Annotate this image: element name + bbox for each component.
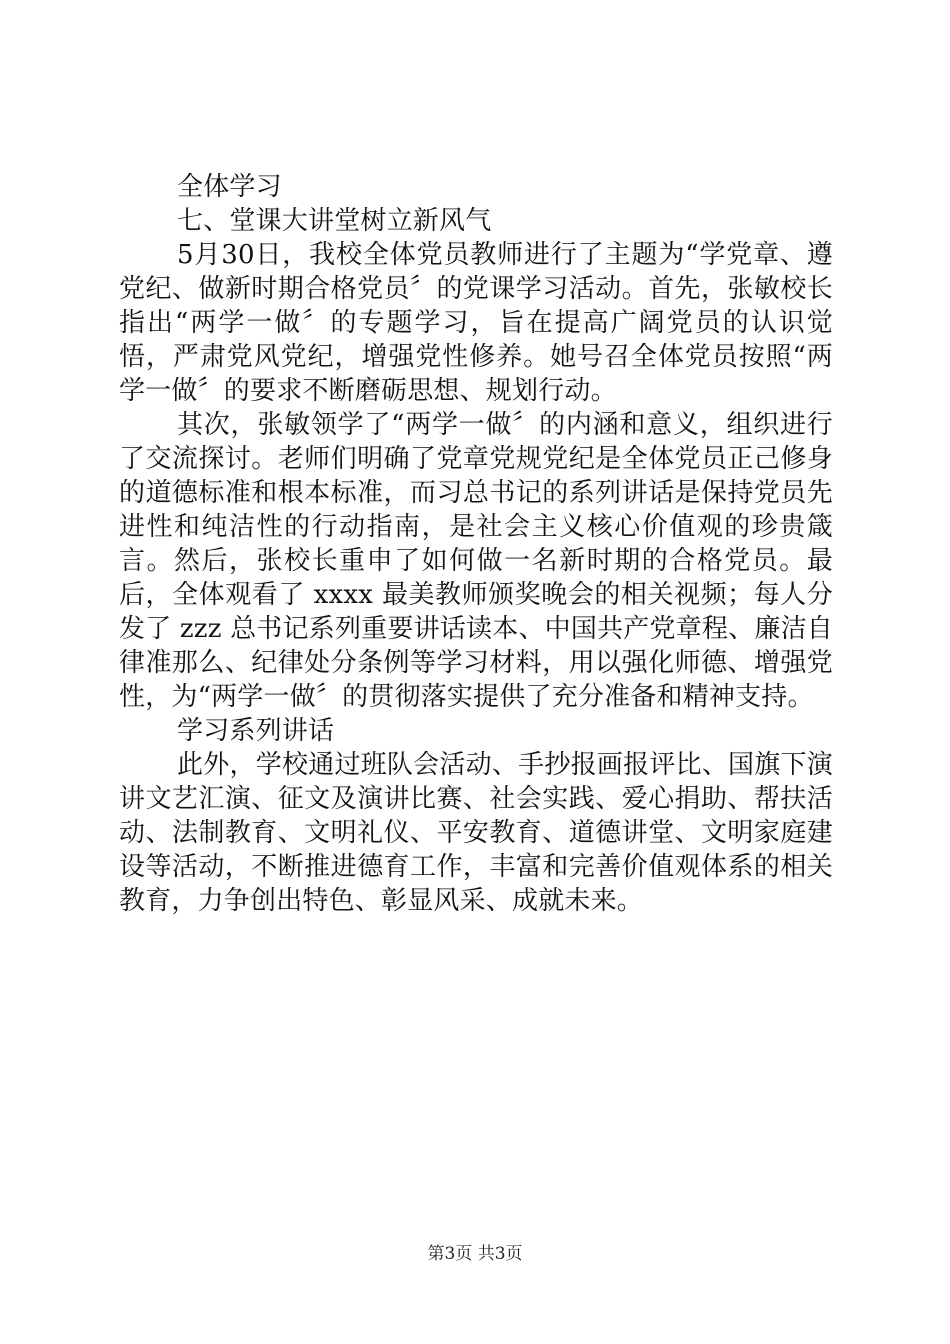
heading-section-seven: 七、堂课大讲堂树立新风气 xyxy=(177,206,492,236)
paragraph-moral-education: 此外，学校通过班队会活动、手抄报画报评比、国旗下演讲文艺汇演、征文及演讲比赛、社会实践、爱心捐助、帮扶活动、法制教育、文明礼仪、平安教育、道德讲堂、文明家庭建设等活动，不断推进德育工作，丰富和完善价值观体系的相关教育，力争创出特色、彰显风采、成就未来。 xyxy=(119,750,833,916)
heading-study-speeches: 学习系列讲话 xyxy=(177,716,335,746)
paragraph-party-lesson: 5月30日，我校全体党员教师进行了主题为“学党章、遵党纪、做新时期合格党员〞的党课学习活动。首先，张敏校长指出“两学一做〞的专题学习，旨在提高广阔党员的认识觉悟，严肃党风党纪，增强党性修养。她号召全体党员按照“两学一做〞的要求不断磨砺思想、规划行动。 xyxy=(119,240,833,406)
page-footer: 第3页 共3页 xyxy=(427,1244,523,1264)
document-body xyxy=(119,170,833,918)
heading-full-study: 全体学习 xyxy=(177,172,282,202)
paragraph-discussion: 其次，张敏领学了“两学一做〞的内涵和意义，组织进行了交流探讨。老师们明确了党章党规党纪是全体党员正己修身的道德标准和根本标准，而习总书记的系列讲话是保持党员先进性和纯洁性的行动指南，是社会主义核心价值观的珍贵箴言。然后，张校长重申了如何做一名新时期的合格党员。最后，全体观看了 xxxx 最美教师颁奖晚会的相关视频；每人分发了 zzz 总书记系列重要讲话读本、中国共产党章程、廉洁自律准那么、纪律处分条例等学习材料，用以强化师德、增强党性，为“两学一做〞的贯彻落实提供了充分准备和精神支持。 xyxy=(119,410,833,712)
